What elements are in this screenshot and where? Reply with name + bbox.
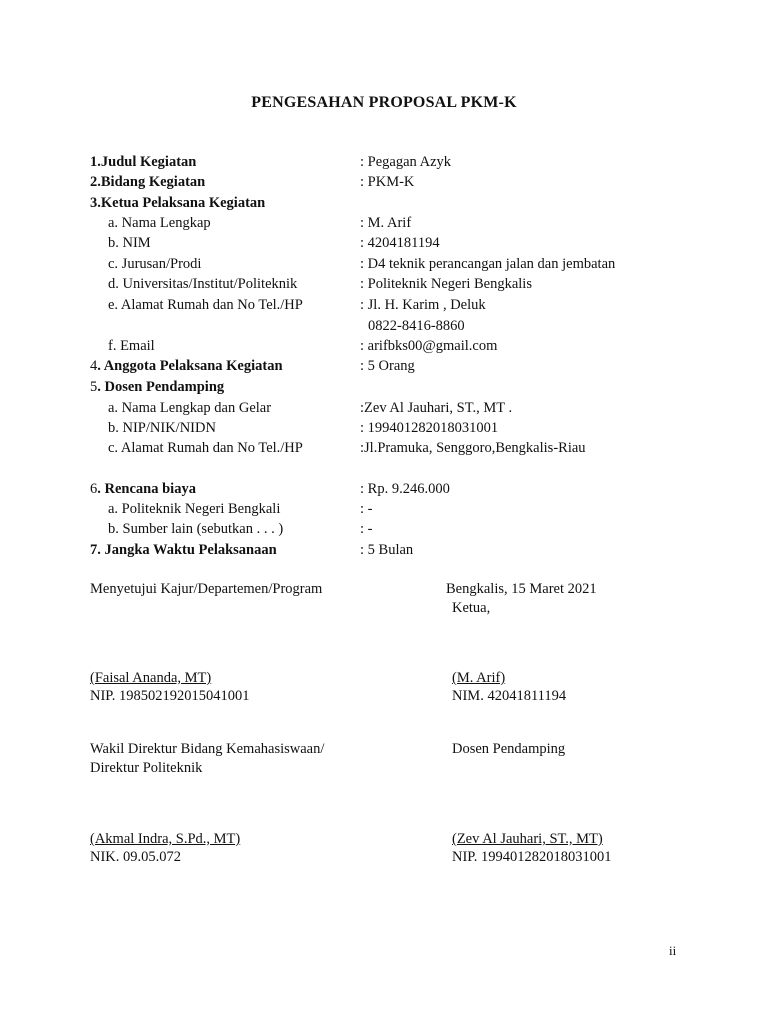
row-nim — [90, 233, 710, 253]
row-judul — [90, 152, 710, 172]
sig-left2-id: NIK. 09.05.072 — [90, 849, 182, 865]
sig-left1-name: (Faisal Ananda, MT) — [90, 670, 212, 686]
value-universitas: : Politeknik Negeri Bengkalis — [360, 276, 532, 292]
row-dosen-nip — [90, 418, 710, 438]
num-dosen: 5 — [90, 379, 98, 395]
sig-right2-id: NIP. 199401282018031001 — [452, 849, 612, 865]
sig-right2-title: Dosen Pendamping — [452, 741, 566, 757]
label-nama: a. Nama Lengkap — [108, 215, 211, 231]
value-poltek: : - — [360, 501, 373, 517]
row-waktu — [90, 540, 710, 560]
sig-left2-title-a: Wakil Direktur Bidang Kemahasiswaan/ — [90, 741, 325, 757]
value-nama: : M. Arif — [360, 215, 412, 231]
value-biaya: : Rp. 9.246.000 — [360, 481, 450, 497]
label-judul: 1.Judul Kegiatan — [90, 154, 197, 170]
row-dosen-alamat — [90, 438, 710, 458]
row-dosen — [90, 377, 710, 397]
label-poltek: a. Politeknik Negeri Bengkali — [108, 501, 281, 517]
text-biaya: . Rencana biaya — [97, 481, 196, 497]
value-judul: : Pegagan Azyk — [360, 154, 452, 170]
label-jurusan: c. Jurusan/Prodi — [108, 256, 202, 272]
row-email — [90, 336, 710, 356]
value-bidang: : PKM-K — [360, 174, 415, 190]
value-alamat: : Jl. H. Karim , Deluk — [360, 297, 486, 313]
row-poltek — [90, 499, 710, 519]
sig-left1-id: NIP. 198502192015041001 — [90, 688, 250, 704]
sig-right1-place: Bengkalis, 15 Maret 2021 — [446, 581, 597, 597]
row-telp — [90, 316, 710, 336]
value-telp: 0822-8416-8860 — [368, 318, 465, 334]
label-anggota — [90, 356, 283, 376]
num-anggota: 4 — [90, 358, 98, 374]
sig-left2-title-b: Direktur Politeknik — [90, 760, 203, 776]
num-biaya: 6 — [90, 481, 98, 497]
row-nama — [90, 213, 710, 233]
row-bidang — [90, 172, 710, 192]
row-universitas — [90, 274, 710, 294]
sig-left2-name: (Akmal Indra, S.Pd., MT) — [90, 831, 241, 847]
value-sumber-lain: : - — [360, 521, 373, 537]
sig-left1-title: Menyetujui Kajur/Departemen/Program — [90, 581, 323, 597]
label-biaya — [90, 479, 196, 499]
label-alamat: e. Alamat Rumah dan No Tel./HP — [108, 297, 303, 313]
sig-right1-title: Ketua, — [452, 600, 491, 616]
sig-right1-name: (M. Arif) — [452, 670, 506, 686]
row-dosen-nama — [90, 398, 710, 418]
value-dosen-nip: : 199401282018031001 — [360, 420, 499, 436]
value-waktu: : 5 Bulan — [360, 542, 414, 558]
sig-right1-id: NIM. 42041811194 — [452, 688, 567, 704]
value-dosen-nama: :Zev Al Jauhari, ST., MT . — [360, 400, 513, 416]
label-dosen-nip: b. NIP/NIK/NIDN — [108, 420, 216, 436]
page-title: PENGESAHAN PROPOSAL PKM-K — [251, 94, 517, 111]
value-anggota: : 5 Orang — [360, 358, 415, 374]
sig-right2-name: (Zev Al Jauhari, ST., MT) — [452, 831, 603, 847]
value-email: : arifbks00@gmail.com — [360, 338, 498, 354]
label-dosen — [90, 377, 224, 397]
page-number: ii — [669, 943, 677, 958]
label-bidang: 2.Bidang Kegiatan — [90, 174, 206, 190]
label-email: f. Email — [108, 338, 155, 354]
value-dosen-alamat: :Jl.Pramuka, Senggoro,Bengkalis-Riau — [360, 440, 586, 456]
value-nim: : 4204181194 — [360, 235, 440, 251]
label-nim: b. NIM — [108, 235, 151, 251]
text-anggota: . Anggota Pelaksana Kegiatan — [97, 358, 283, 374]
row-alamat — [90, 295, 710, 315]
label-dosen-nama: a. Nama Lengkap dan Gelar — [108, 400, 272, 416]
row-sumber-lain — [90, 519, 710, 539]
value-jurusan: : D4 teknik perancangan jalan dan jembatan — [360, 256, 616, 272]
label-ketua: 3.Ketua Pelaksana Kegiatan — [90, 195, 266, 211]
text-dosen: . Dosen Pendamping — [97, 379, 225, 395]
row-biaya — [90, 479, 710, 499]
row-ketua — [90, 193, 710, 213]
row-jurusan — [90, 254, 710, 274]
row-anggota — [90, 356, 710, 376]
label-sumber-lain: b. Sumber lain (sebutkan . . . ) — [108, 521, 284, 537]
label-dosen-alamat: c. Alamat Rumah dan No Tel./HP — [108, 440, 303, 456]
label-universitas: d. Universitas/Institut/Politeknik — [108, 276, 298, 292]
label-waktu: 7. Jangka Waktu Pelaksanaan — [90, 542, 277, 558]
